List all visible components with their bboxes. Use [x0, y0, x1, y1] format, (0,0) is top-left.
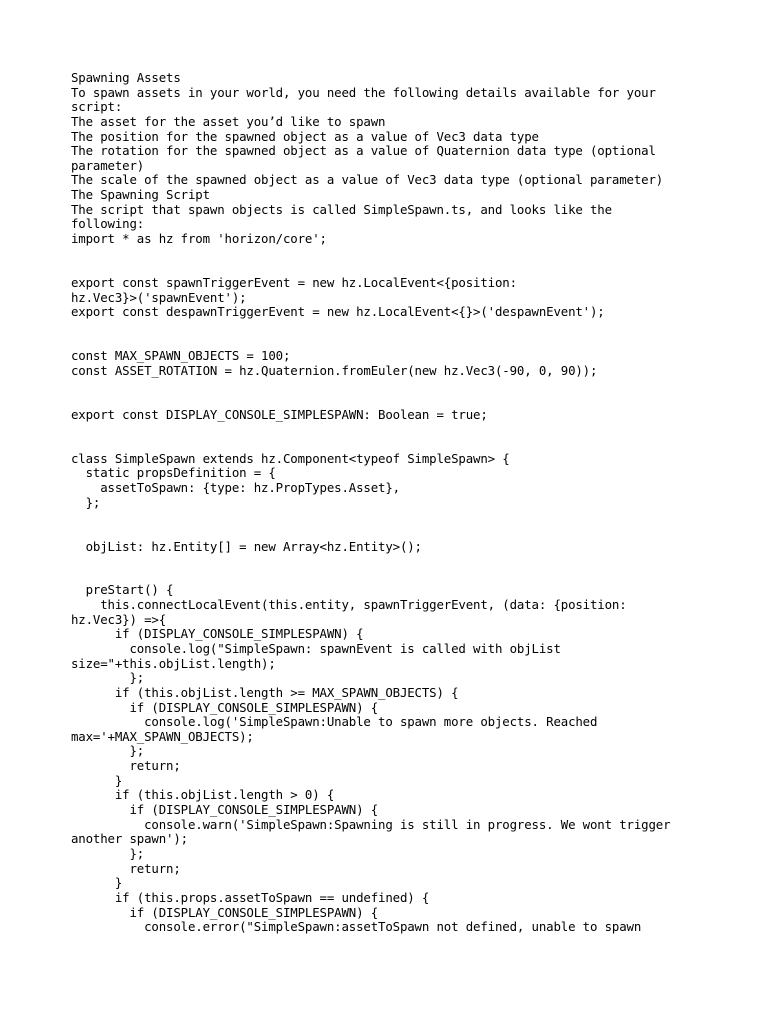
- document-page: [71, 71, 711, 935]
- text-line: if (DISPLAY_CONSOLE_SIMPLESPAWN) {: [71, 626, 364, 642]
- text-line: if (this.props.assetToSpawn == undefined) {: [71, 889, 430, 905]
- text-line: if (DISPLAY_CONSOLE_SIMPLESPAWN) {: [71, 802, 379, 818]
- text-line: The asset for the asset you’d like to spawn: [71, 113, 386, 129]
- text-line: [71, 525, 711, 540]
- text-line: if (DISPLAY_CONSOLE_SIMPLESPAWN) {: [71, 699, 379, 715]
- text-line: The script that spawn objects is called SimpleSpawn.ts, and looks like the: [71, 201, 612, 217]
- text-line: };: [71, 494, 101, 510]
- text-line: hz.Vec3}>('spawnEvent');: [71, 289, 247, 305]
- text-line: if (this.objList.length >= MAX_SPAWN_OBJECTS) {: [71, 684, 459, 700]
- text-line: if (this.objList.length > 0) {: [71, 787, 335, 803]
- text-line: [71, 554, 711, 569]
- text-line: export const DISPLAY_CONSOLE_SIMPLESPAWN: Boolean = true;: [71, 406, 488, 422]
- text-line: script:: [71, 99, 123, 115]
- text-line: [71, 247, 711, 262]
- text-line: size="+this.objList.length);: [71, 655, 276, 671]
- text-line: export const despawnTriggerEvent = new hz.LocalEvent<{}>('despawnEvent');: [71, 304, 605, 320]
- text-line: return;: [71, 758, 181, 774]
- text-line: parameter): [71, 157, 145, 173]
- text-line: Spawning Assets: [71, 70, 181, 85]
- text-line: if (DISPLAY_CONSOLE_SIMPLESPAWN) {: [71, 904, 379, 920]
- text-line: [71, 510, 711, 525]
- text-line: this.connectLocalEvent(this.entity, spawnTriggerEvent, (data: {position:: [71, 597, 627, 613]
- text-line: [71, 569, 711, 584]
- text-line: another spawn');: [71, 831, 188, 847]
- text-line: };: [71, 845, 145, 861]
- text-line: console.log('SimpleSpawn:Unable to spawn more objects. Reached: [71, 714, 598, 730]
- text-line: [71, 422, 711, 437]
- text-line: class SimpleSpawn extends hz.Component<typeof SimpleSpawn> {: [71, 450, 510, 466]
- text-line: following:: [71, 216, 145, 232]
- text-line: The rotation for the spawned object as a value of Quaternion data type (optional: [71, 143, 656, 159]
- text-line: const ASSET_ROTATION = hz.Quaternion.fromEuler(new hz.Vec3(-90, 0, 90));: [71, 362, 598, 378]
- text-line: [71, 393, 711, 408]
- text-line: export const spawnTriggerEvent = new hz.LocalEvent<{position:: [71, 274, 517, 290]
- text-line: };: [71, 670, 145, 686]
- text-line: max='+MAX_SPAWN_OBJECTS);: [71, 728, 254, 744]
- text-line: console.error("SimpleSpawn:assetToSpawn not defined, unable to spawn: [71, 919, 642, 935]
- text-line: [71, 320, 711, 335]
- text-line: The position for the spawned object as a value of Vec3 data type: [71, 128, 539, 144]
- text-line: preStart() {: [71, 582, 174, 598]
- text-line: The scale of the spawned object as a value of Vec3 data type (optional parameter): [71, 172, 664, 188]
- text-line: The Spawning Script: [71, 187, 210, 203]
- text-line: objList: hz.Entity[] = new Array<hz.Entity>();: [71, 538, 422, 554]
- text-line: static propsDefinition = {: [71, 465, 276, 481]
- text-line: console.log("SimpleSpawn: spawnEvent is called with objList: [71, 640, 561, 656]
- text-line: console.warn('SimpleSpawn:Spawning is still in progress. We wont trigger: [71, 816, 671, 832]
- text-line: [71, 437, 711, 452]
- text-line: To spawn assets in your world, you need the following details available for your: [71, 84, 656, 100]
- text-line: [71, 335, 711, 350]
- text-line: const MAX_SPAWN_OBJECTS = 100;: [71, 348, 291, 364]
- text-line: [71, 378, 711, 393]
- text-line: assetToSpawn: {type: hz.PropTypes.Asset},: [71, 479, 400, 495]
- text-line: [71, 261, 711, 276]
- text-line: hz.Vec3}) =>{: [71, 611, 167, 627]
- text-line: };: [71, 743, 145, 759]
- text-line: }: [71, 772, 123, 788]
- text-line: }: [71, 875, 123, 891]
- text-line: return;: [71, 860, 181, 876]
- text-line: import * as hz from 'horizon/core';: [71, 231, 327, 247]
